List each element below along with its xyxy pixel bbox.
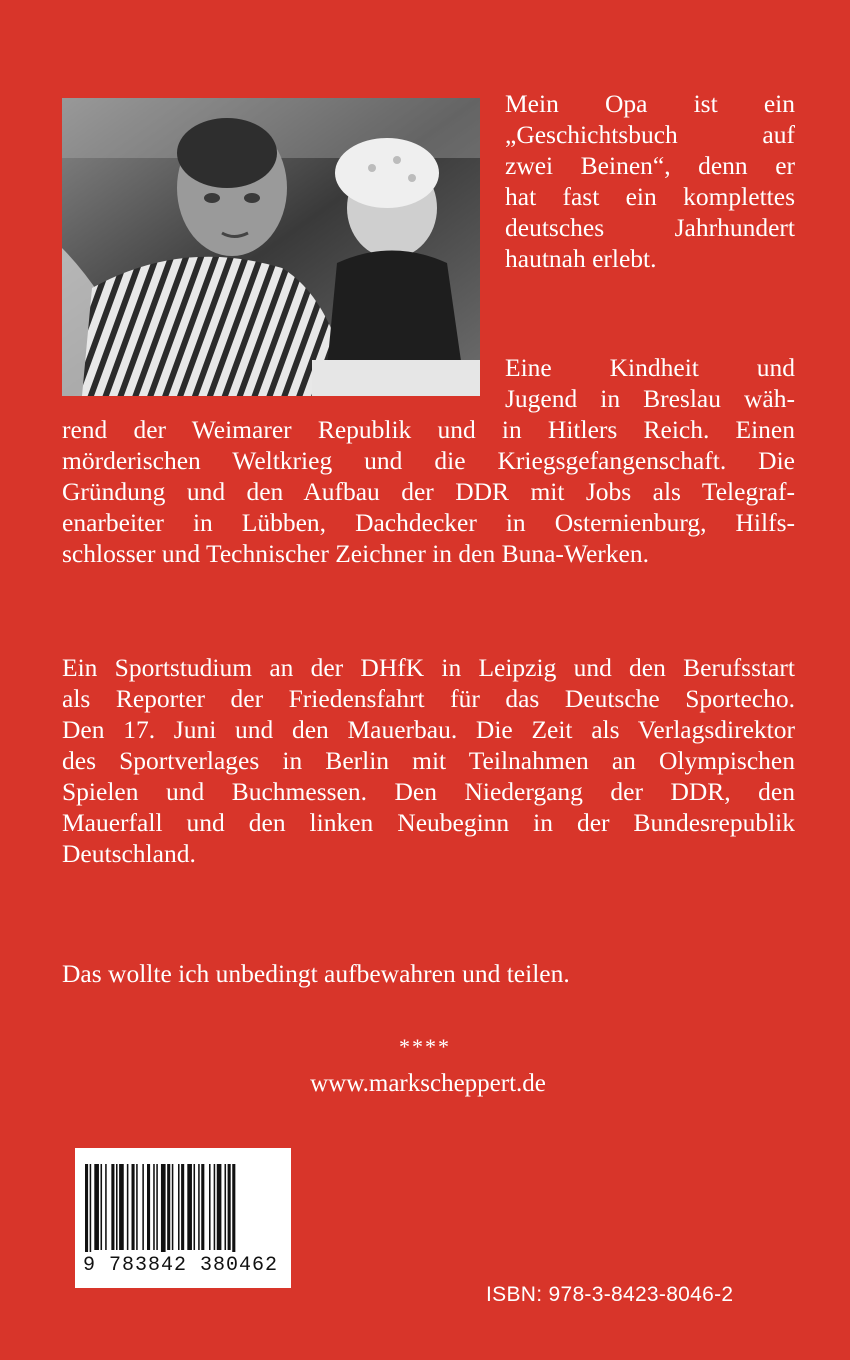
isbn-number: ISBN: 978-3-8423-8046-2 [486, 1283, 734, 1306]
barcode-bar [201, 1164, 204, 1250]
paragraph-line: Den 17. Juni und den Mauerbau. Die Zeit als Verlagsdirektor [62, 715, 795, 744]
barcode-bar [111, 1164, 114, 1250]
paragraph-line: mörderischen Weltkrieg und die Kriegsgefangenschaft. Die [62, 446, 795, 475]
barcode-bar [147, 1164, 150, 1250]
paragraph-line: schlosser und Technischer Zeichner in den Buna-Werken. [62, 539, 649, 568]
barcode-bar [136, 1164, 138, 1250]
barcode-bar [142, 1164, 144, 1250]
intro-line: Mein Opa ist ein [505, 89, 795, 118]
intro-line: zwei Beinen“, denn er [505, 151, 795, 180]
intro-paragraph [505, 88, 795, 274]
career-paragraph [62, 652, 795, 869]
barcode-bar [228, 1164, 231, 1250]
barcode-bar [127, 1164, 129, 1250]
separator-stars: **** [399, 1034, 451, 1059]
paragraph-line: des Sportverlages in Berlin mit Teilnahmen an Olympischen [62, 746, 795, 775]
barcode-bar [225, 1164, 227, 1250]
paragraph-line: als Reporter der Friedensfahrt für das Deutsche Sportecho. [62, 684, 795, 713]
intro-line: deutsches Jahrhundert [505, 213, 795, 242]
paragraph-line: Ein Sportstudium an der DHfK in Leipzig und den Berufsstart [62, 653, 795, 682]
paragraph-line: Gründung und den Aufbau der DDR mit Jobs als Telegraf- [62, 477, 795, 506]
barcode-bars [85, 1164, 281, 1252]
barcode-bar [101, 1164, 103, 1250]
paragraph-line: Deutschland. [62, 839, 196, 868]
intro-line: hautnah erlebt. [505, 244, 657, 273]
intro-line: „Geschichtsbuch auf [505, 120, 795, 149]
intro-line: hat fast ein komplettes [505, 182, 795, 211]
barcode-bar [90, 1164, 92, 1252]
barcode-bar [105, 1164, 107, 1250]
barcode-bar [187, 1164, 192, 1250]
barcode-bar [156, 1164, 158, 1250]
paragraph-line: Spielen und Buchmessen. Den Niedergang der DDR, den [62, 777, 795, 806]
barcode-bar [119, 1164, 124, 1250]
barcode [75, 1148, 291, 1288]
closing-sentence: Das wollte ich unbedingt aufbewahren und teilen. [62, 959, 570, 988]
paragraph-line: Eine Kindheit und [505, 353, 795, 382]
barcode-bar [94, 1164, 99, 1250]
barcode-bar [194, 1164, 196, 1250]
barcode-bar [153, 1164, 155, 1250]
barcode-bar [214, 1164, 216, 1250]
barcode-bar [167, 1164, 170, 1250]
barcode-bar [232, 1164, 235, 1252]
barcode-bar [172, 1164, 174, 1250]
paragraph-line: Mauerfall und den linken Neubeginn in der Bundesrepublik [62, 808, 795, 837]
paragraph-line: rend der Weimarer Republik und in Hitlers Reich. Einen [62, 415, 795, 444]
barcode-bar [161, 1164, 166, 1252]
paragraph-line: Jugend in Breslau wäh- [505, 384, 795, 413]
childhood-paragraph [62, 352, 795, 569]
barcode-bar [132, 1164, 135, 1250]
barcode-bar [116, 1164, 118, 1250]
paragraph-line: enarbeiter in Lübben, Dachdecker in Osternienburg, Hilfs- [62, 508, 795, 537]
barcode-bar [181, 1164, 184, 1250]
barcode-bar [85, 1164, 88, 1252]
website-url[interactable]: www.markscheppert.de [310, 1070, 546, 1097]
barcode-bar [209, 1164, 211, 1250]
barcode-digits: 9 783842 380462 [83, 1254, 279, 1277]
barcode-bar [198, 1164, 200, 1250]
barcode-bar [217, 1164, 222, 1250]
barcode-bar [178, 1164, 180, 1250]
